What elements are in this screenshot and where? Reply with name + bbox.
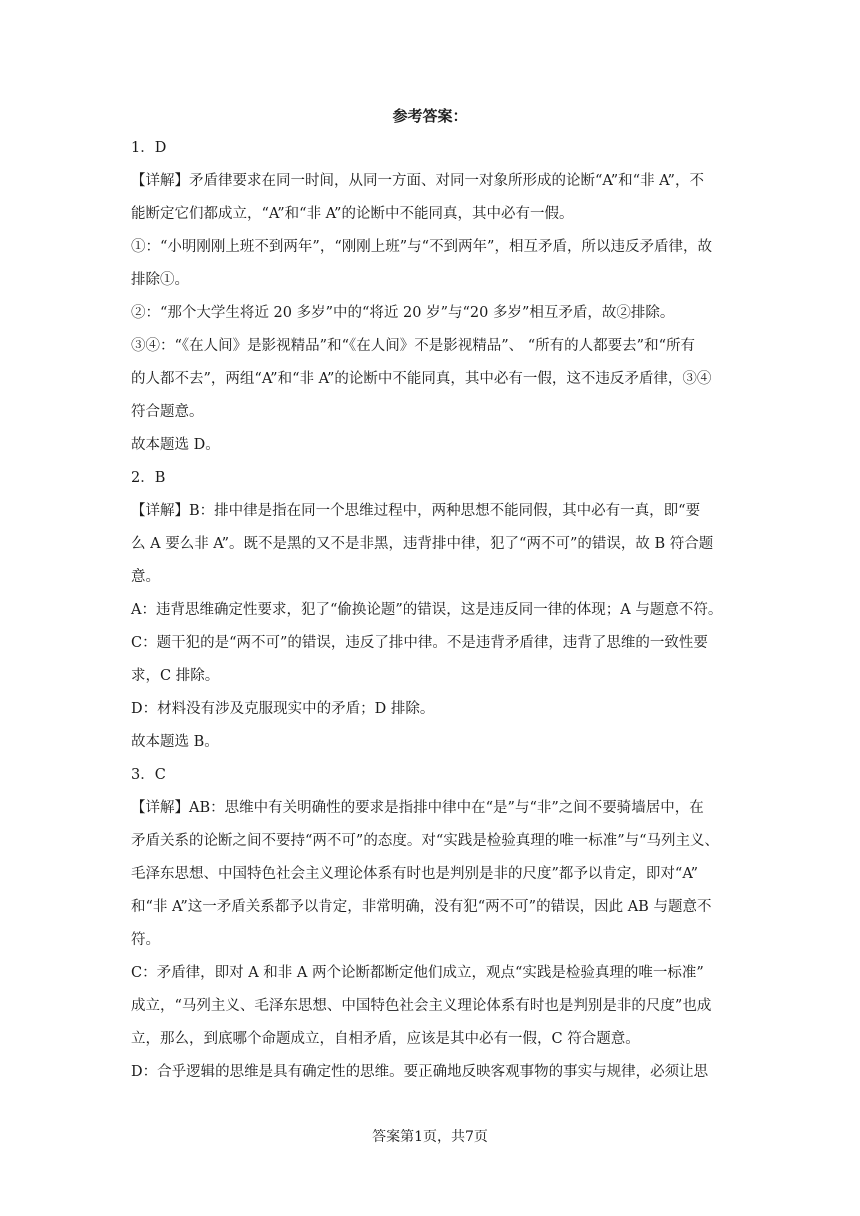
text-line: 求，C 排除。 <box>131 668 220 684</box>
answer-content <box>131 132 731 1089</box>
text-line: 成立，“马列主义、毛泽东思想、中国特色社会主义理论体系有时也是判别是非的尺度”也成 <box>131 998 712 1014</box>
text-line: 么 A 要么非 A”。既不是黑的又不是非黑，违背排中律，犯了“两不可”的错误，故 B 符合题 <box>131 536 714 552</box>
text-line: 能断定它们都成立，“A”和“非 A”的论断中不能同真，其中必有一假。 <box>131 206 574 222</box>
text-line: C：矛盾律，即对 A 和非 A 两个论断都断定他们成立，观点“实践是检验真理的唯一标准” <box>131 965 704 981</box>
text-line: 毛泽东思想、中国特色社会主义理论体系有时也是判别是非的尺度”都予以肯定，即对“A” <box>131 866 699 882</box>
text-line: 和“非 A”这一矛盾关系都予以肯定，非常明确，没有犯“两不可”的错误，因此 AB 与题意不 <box>131 899 712 915</box>
text-line: 符合题意。 <box>131 404 204 420</box>
text-line: D：合乎逻辑的思维是具有确定性的思维。要正确地反映客观事物的事实与规律，必须让思 <box>131 1064 709 1080</box>
text-line: 【详解】矛盾律要求在同一时间，从同一方面、对同一对象所形成的论断“A”和“非 A”，不 <box>131 173 704 189</box>
text-line: 3．C <box>131 767 166 783</box>
text-line: ②：“那个大学生将近 20 多岁”中的“将近 20 岁”与“20 多岁”相互矛盾，故②排除。 <box>131 305 675 321</box>
page-footer: 答案第1页，共7页 <box>372 1129 488 1145</box>
text-line: 立，那么，到底哪个命题成立，自相矛盾，应该是其中必有一假，C 符合题意。 <box>131 1031 640 1047</box>
text-line: 意。 <box>131 569 160 585</box>
text-line: 排除①。 <box>131 272 189 288</box>
text-line: D：材料没有涉及克服现实中的矛盾；D 排除。 <box>131 701 435 717</box>
text-line: 故本题选 B。 <box>131 734 219 750</box>
text-line: 【详解】AB：思维中有关明确性的要求是指排中律中在“是”与“非”之间不要骑墙居中，在 <box>131 800 704 816</box>
text-line: A：违背思维确定性要求，犯了“偷换论题”的错误，这是违反同一律的体现；A 与题意不符。 <box>131 602 723 618</box>
text-line: 符。 <box>131 932 160 948</box>
text-line: 的人都不去”，两组“A”和“非 A”的论断中不能同真，其中必有一假，这不违反矛盾律，③④ <box>131 371 712 387</box>
text-line: C：题干犯的是“两不可”的错误，违反了排中律。不是违背矛盾律，违背了思维的一致性要 <box>131 635 708 651</box>
text-line: 1．D <box>131 140 167 156</box>
text-line: 【详解】B：排中律是指在同一个思维过程中，两种思想不能同假，其中必有一真，即“要 <box>131 503 701 519</box>
text-line: ①：“小明刚刚上班不到两年”，“刚刚上班”与“不到两年”，相互矛盾，所以违反矛盾律，故 <box>131 239 712 255</box>
text-line: 2．B <box>131 470 166 486</box>
page-title: 参考答案： <box>392 107 468 125</box>
text-line: ③④：“《在人间》是影视精品”和“《在人间》不是影视精品”、 “所有的人都要去”和“所有 <box>131 338 695 354</box>
text-line: 矛盾关系的论断之间不要持“两不可”的态度。对“实践是检验真理的唯一标准”与“马列主义、 <box>131 833 720 849</box>
text-line: 故本题选 D。 <box>131 437 220 453</box>
